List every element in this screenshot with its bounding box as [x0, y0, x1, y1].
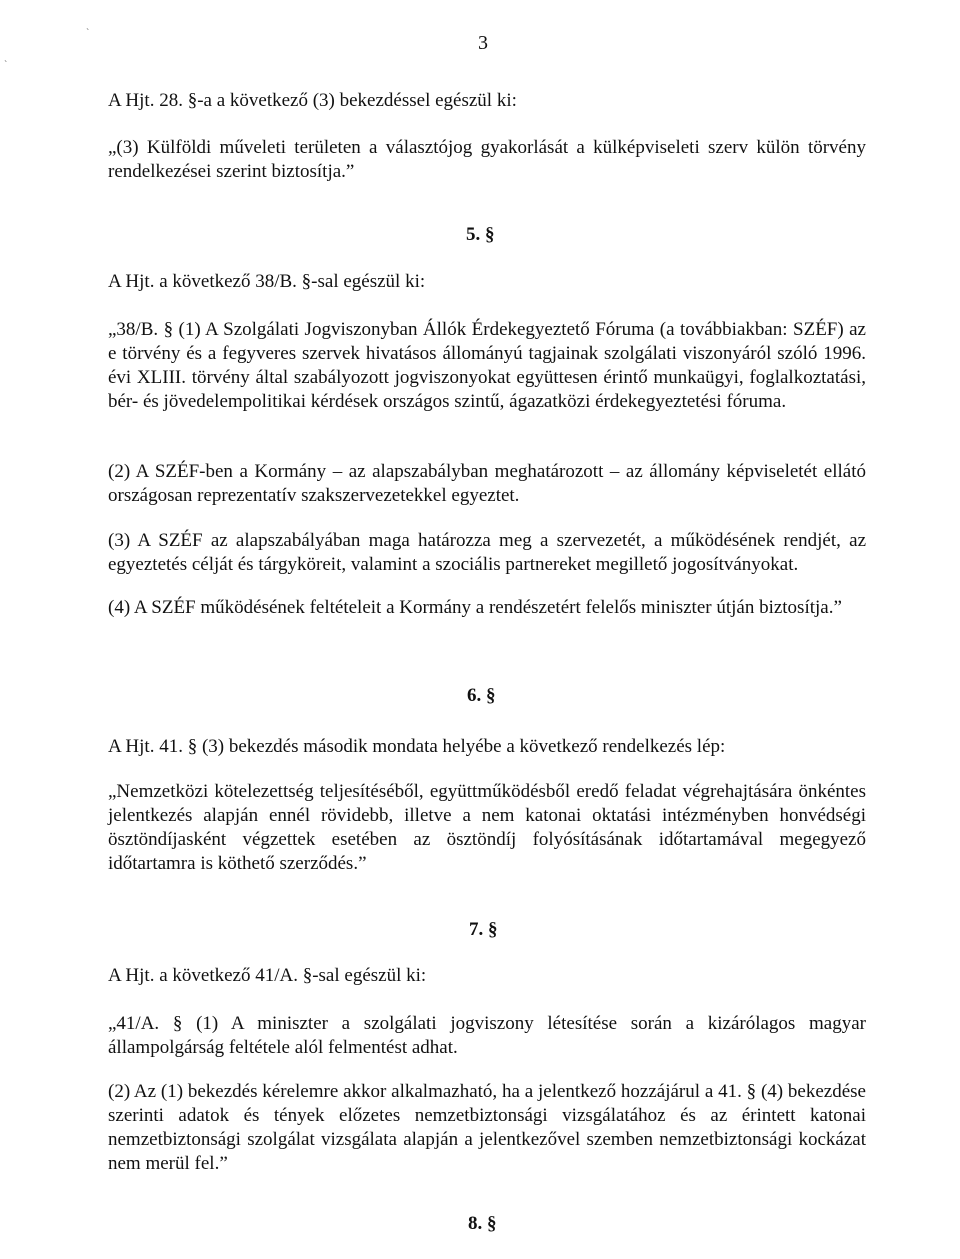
section-heading: 8. §	[468, 1213, 497, 1234]
amendment-quote: „(3) Külföldi műveleti területen a választójog gyakorlását a külképviseleti szerv külön törvény rendelkezései szerint biztosítja.”	[108, 137, 866, 182]
paragraph: (4) A SZÉF működésének feltételeit a Kormány a rendészetért felelős miniszter útján biztosítja.”	[108, 597, 842, 618]
paragraph: (2) Az (1) bekezdés kérelemre akkor alkalmazható, ha a jelentkező hozzájárul a 41. § (4) bekezdése szerinti adatok és tények előzetes nemzetbiztonsági vizsgálatához és az érintett katonai nemzetbiztonsági szolgálat vizsgálata alapján a jelentkezővel szemben nemzetbiztonsági kockázat nem merül fel.”	[108, 1081, 866, 1174]
section-heading: 5. §	[466, 224, 495, 245]
amendment-intro: A Hjt. a következő 38/B. §-sal egészül ki:	[108, 271, 426, 292]
amendment-intro: A Hjt. 28. §-a a következő (3) bekezdéssel egészül ki:	[108, 90, 517, 111]
stray-mark: `	[86, 28, 90, 39]
amendment-intro: A Hjt. a következő 41/A. §-sal egészül ki:	[108, 965, 427, 986]
amendment-quote: „Nemzetközi kötelezettség teljesítéséből, együttműködésből eredő feladat végrehajtására önkéntes jelentkezés alapján ennél rövidebb, illetve a nem katonai oktatási intézményben honvédségi ösztöndíjasként végzettek esetében az ösztöndíj folyósításának időtartamával megegyező időtartamra is köthető szerződés.”	[108, 781, 866, 874]
paragraph: „38/B. § (1) A Szolgálati Jogviszonyban Állók Érdekegyeztető Fóruma (a továbbiakban: SZÉF) az e törvény és a fegyveres szervek hivatásos állományú tagjainak szolgálati viszonyáról szóló 1996. évi XLIII. törvény által szabályozott jogviszonyokat együttesen érintő munkaügyi, foglalkoztatási, bér- és jövedelempolitikai kérdések országos szintű, ágazatközi érdekegyeztetési fóruma.	[108, 319, 866, 412]
stray-mark: `	[4, 60, 8, 71]
page-number: 3	[478, 32, 488, 54]
paragraph: „41/A. § (1) A miniszter a szolgálati jogviszony létesítése során a kizárólagos magyar állampolgárság feltétele alól felmentést adhat.	[108, 1013, 866, 1058]
section-heading: 6. §	[467, 685, 496, 706]
paragraph: (2) A SZÉF-ben a Kormány – az alapszabályban meghatározott – az állomány képviseletét ellátó országosan reprezentatív szakszervezetekkel egyeztet.	[108, 461, 866, 506]
amendment-intro: A Hjt. 41. § (3) bekezdés második mondata helyébe a következő rendelkezés lép:	[108, 736, 726, 757]
paragraph: (3) A SZÉF az alapszabályában maga határozza meg a szervezetét, a működésének rendjét, az egyeztetés célját és tárgyköreit, valamint a szociális partnereket megillető jogosítványokat.	[108, 530, 866, 575]
section-heading: 7. §	[469, 919, 498, 940]
